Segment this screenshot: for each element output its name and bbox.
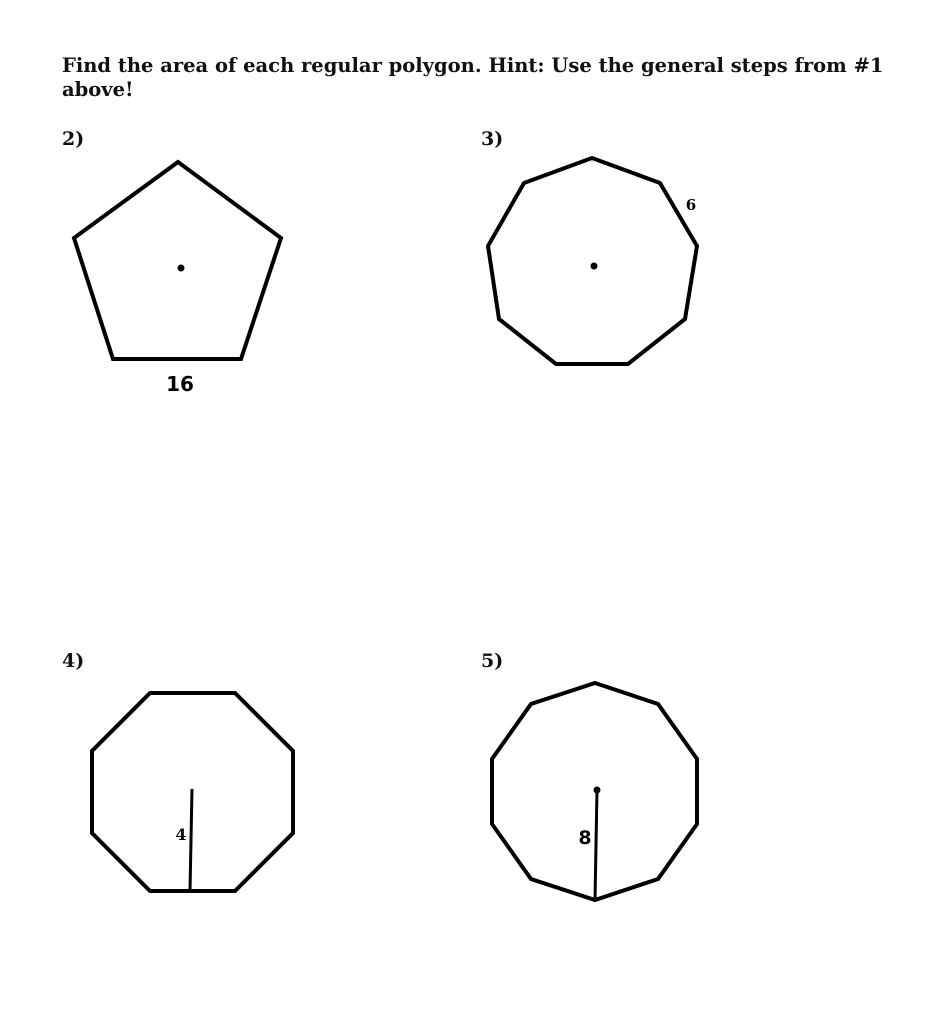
decagon-radius-line: [595, 790, 597, 900]
pentagon-side-label: 16: [166, 372, 194, 396]
problem-3-number: 3): [481, 128, 504, 150]
octagon-apothem-label: 4: [175, 825, 187, 844]
decagon-radius-label: 8: [578, 827, 592, 849]
problem-2-number: 2): [62, 128, 85, 150]
problem-4-number: 4): [62, 650, 85, 672]
instructions-text: Find the area of each regular polygon. Hint: Use the general steps from #1 above!: [62, 54, 884, 101]
nonagon-side-label: 6: [685, 196, 697, 214]
problem-5-number: 5): [481, 650, 504, 672]
